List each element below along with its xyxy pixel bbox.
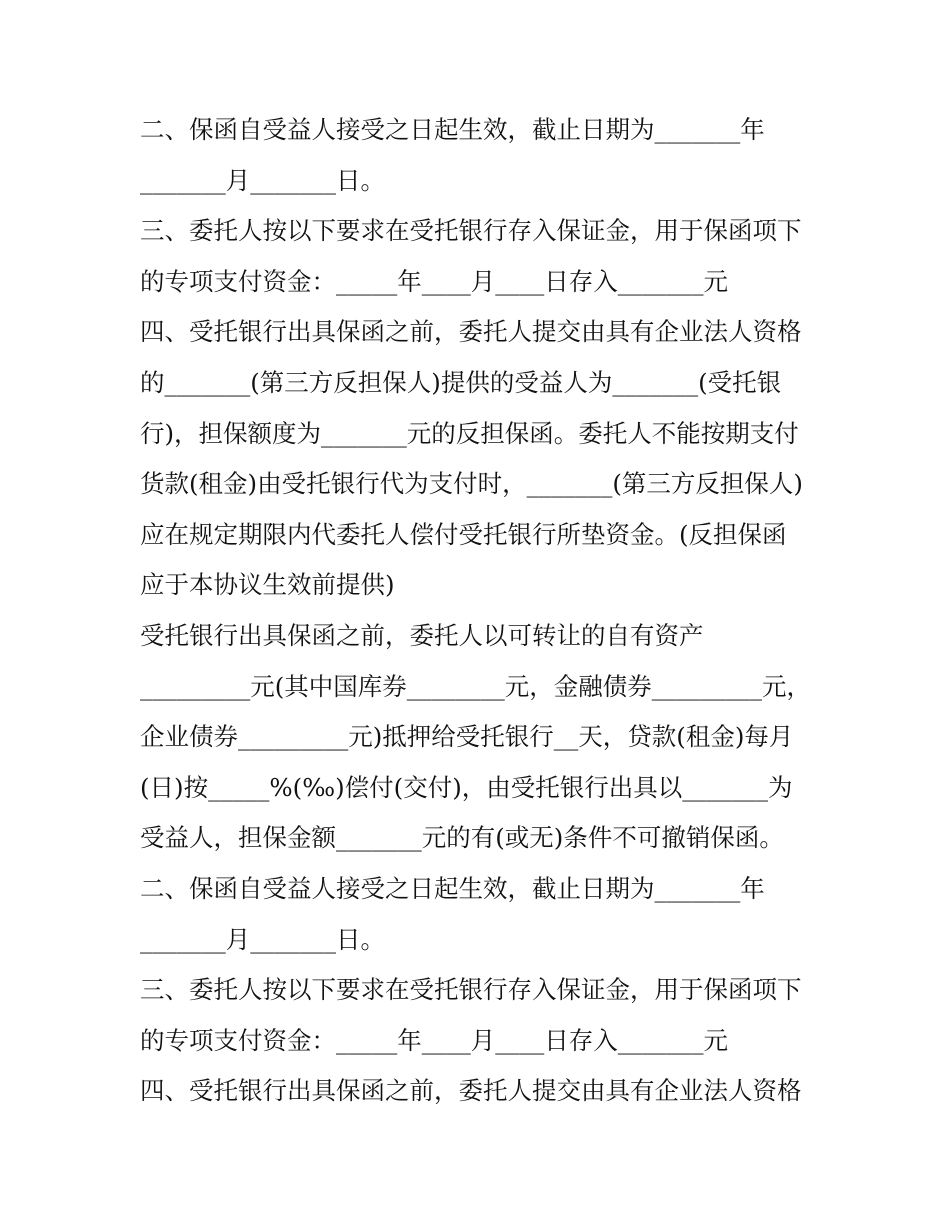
text-line: 的专项支付资金：_____年____月____日存入_______元 bbox=[140, 266, 728, 296]
text-line: 三、委托人按以下要求在受托银行存入保证金，用于保函项下 bbox=[140, 975, 802, 1005]
text-line: 受益人，担保金额_______元的有(或无)条件不可撤销保函。 bbox=[140, 823, 784, 853]
text-line: _______月_______日。 bbox=[140, 165, 385, 195]
document-body bbox=[140, 105, 820, 1117]
text-line: 二、保函自受益人接受之日起生效，截止日期为_______年 bbox=[140, 115, 765, 144]
text-line: 的专项支付资金：_____年____月____日存入_______元 bbox=[140, 1025, 728, 1055]
text-line: _________元(其中国库券________元，金融债券_________元， bbox=[140, 671, 812, 701]
text-line: 三、委托人按以下要求在受托银行存入保证金，用于保函项下 bbox=[140, 216, 802, 246]
text-line: 应在规定期限内代委托人偿付受托银行所垫资金。(反担保函 bbox=[140, 519, 787, 549]
text-line: 四、受托银行出具保函之前，委托人提交由具有企业法人资格 bbox=[140, 1076, 802, 1106]
text-line: (日)按_____%(‰)偿付(交付)，由受托银行出具以_______为 bbox=[140, 772, 793, 802]
text-line: 企业债券_________元)抵押给受托银行__天，贷款(租金)每月 bbox=[140, 722, 794, 752]
text-line: 行)，担保额度为_______元的反担保函。委托人不能按期支付 bbox=[140, 418, 799, 448]
text-line: 的_______(第三方反担保人)提供的受益人为_______(受托银 bbox=[140, 367, 782, 397]
text-line: _______月_______日。 bbox=[140, 924, 385, 954]
text-line: 应于本协议生效前提供) bbox=[140, 570, 395, 600]
text-line: 货款(租金)由受托银行代为支付时，_______(第三方反担保人) bbox=[140, 469, 803, 499]
text-line: 受托银行出具保函之前，委托人以可转让的自有资产 bbox=[140, 620, 704, 650]
text-line: 二、保函自受益人接受之日起生效，截止日期为_______年 bbox=[140, 873, 765, 903]
text-line: 四、受托银行出具保函之前，委托人提交由具有企业法人资格 bbox=[140, 317, 802, 347]
